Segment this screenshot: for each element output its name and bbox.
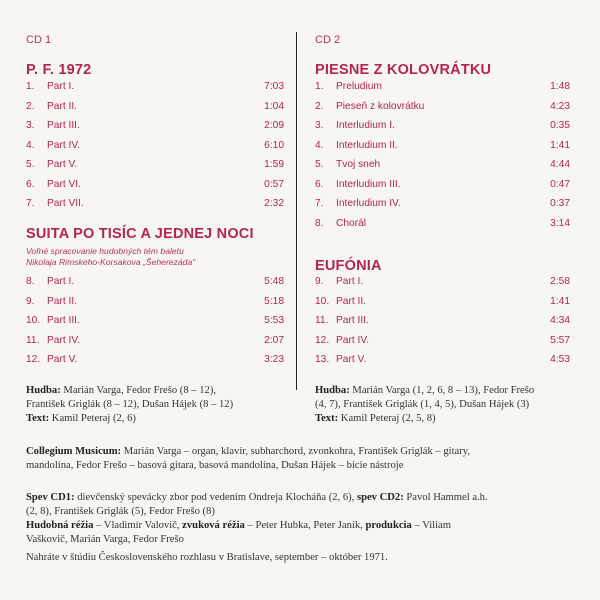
spev1-value: dievčenský spevácky zbor pod vedením Ondreja Klocháňa (2, 6), — [74, 492, 357, 503]
track-row — [315, 218, 570, 232]
cd2-text-credit — [315, 412, 436, 426]
track-title: Interludium IV. — [336, 198, 401, 209]
track-duration: 2:32 — [264, 198, 284, 209]
track-title: Interludium II. — [336, 139, 398, 151]
track-number: 2. — [26, 100, 35, 112]
track-title: Part I. — [47, 276, 75, 287]
cd1-label: CD 1 — [26, 34, 52, 46]
spev2-value: Pavol Hammel a.h. — [403, 492, 488, 503]
track-number: 9. — [26, 295, 35, 307]
track-number: 2. — [315, 100, 324, 112]
zvuk-value: – Peter Hubka, Peter Janík, — [244, 520, 366, 531]
track-duration: 2:07 — [264, 334, 284, 346]
cd1-text-value: Kamil Peteraj (2, 6) — [49, 413, 136, 424]
track-row — [26, 101, 284, 115]
track-duration: 2:09 — [264, 120, 284, 131]
track-duration: 1:48 — [550, 81, 570, 92]
track-duration: 1:59 — [264, 159, 284, 170]
track-row — [315, 179, 570, 193]
track-duration: 3:23 — [264, 354, 284, 365]
track-duration: 5:48 — [264, 276, 284, 287]
produkcia-label: produkcia — [365, 520, 412, 531]
track-title: Chorál — [336, 217, 367, 229]
collegium-label: Collegium Musicum: — [26, 446, 122, 457]
track-title: Part I. — [47, 81, 75, 92]
track-duration: 0:37 — [550, 198, 570, 209]
track-number: 3. — [26, 120, 35, 131]
track-duration: 0:35 — [550, 120, 570, 131]
track-duration: 6:10 — [264, 139, 284, 151]
track-title: Part III. — [47, 120, 80, 131]
cd1-hudba-line1: Marián Varga, Fedor Frešo (8 – 12), — [60, 385, 216, 396]
track-row — [26, 354, 284, 368]
track-number: 1. — [315, 81, 324, 92]
cd1-album2-subtitle-line1: Voľné spracovanie hudobných tém baletu — [26, 246, 184, 256]
track-number: 10. — [315, 295, 330, 307]
rezia-line2: Vaškovič, Marián Varga, Fedor Frešo — [26, 534, 184, 545]
track-number: 9. — [315, 276, 324, 287]
track-row — [315, 315, 570, 329]
track-row — [315, 335, 570, 349]
track-title: Part I. — [336, 276, 364, 287]
track-number: 8. — [26, 276, 35, 287]
recording-note: Nahráte v štúdiu Československého rozhlasu v Bratislave, september – október 1971. — [26, 552, 388, 563]
track-title: Interludium III. — [336, 178, 401, 190]
cd2-text-label: Text: — [315, 413, 339, 424]
track-duration: 5:57 — [550, 334, 570, 346]
track-title: Part VI. — [47, 178, 81, 190]
cd1-hudba-label: Hudba: — [26, 385, 61, 396]
cd2-hudba-line1: Marián Varga (1, 2, 6, 8 – 13), Fedor Frešo — [349, 385, 535, 396]
track-number: 11. — [315, 315, 329, 326]
track-number: 7. — [315, 198, 324, 209]
track-duration: 7:03 — [264, 81, 284, 92]
collegium-credit — [26, 445, 470, 459]
track-number: 4. — [26, 139, 35, 151]
rezia-credit — [26, 519, 451, 533]
cd2-album1-title: PIESNE Z KOLOVRÁTKU — [315, 62, 492, 78]
track-duration: 3:14 — [550, 217, 570, 229]
column-divider — [296, 32, 297, 390]
track-number: 8. — [315, 217, 324, 229]
collegium-line1: Marián Varga – organ, klavír, subharchord, zvonkohra, František Griglák – gitary, — [121, 446, 471, 457]
track-duration: 0:57 — [264, 178, 284, 190]
track-title: Part III. — [336, 315, 369, 326]
track-title: Tvoj sneh — [336, 159, 381, 170]
track-duration: 5:53 — [264, 315, 284, 326]
track-row — [315, 101, 570, 115]
track-row — [26, 296, 284, 310]
track-duration: 4:23 — [550, 100, 570, 112]
track-row — [26, 315, 284, 329]
track-row — [26, 179, 284, 193]
track-duration: 1:41 — [550, 295, 570, 307]
track-duration: 1:41 — [550, 139, 570, 151]
track-number: 5. — [315, 159, 324, 170]
cd2-hudba-line2: (4, 7), František Griglák (1, 4, 5), Dušan Hájek (3) — [315, 399, 530, 410]
cd1-text-label: Text: — [26, 413, 50, 424]
track-row — [26, 140, 284, 154]
track-duration: 2:58 — [550, 276, 570, 287]
cd1-album2-title: SUITA PO TISÍC A JEDNEJ NOCI — [26, 226, 254, 242]
track-duration: 4:53 — [550, 354, 570, 365]
spev1-label: Spev CD1: — [26, 492, 75, 503]
track-number: 12. — [26, 354, 41, 365]
cd1-hudba-line2: František Griglák (8 – 12), Dušan Hájek (8 – 12) — [26, 399, 234, 410]
track-title: Interludium I. — [336, 120, 395, 131]
track-row — [315, 140, 570, 154]
track-title: Part IV. — [336, 334, 370, 346]
track-row — [315, 159, 570, 173]
cd1-album1-title: P. F. 1972 — [26, 62, 92, 78]
track-number: 7. — [26, 198, 35, 209]
track-title: Part IV. — [47, 139, 81, 151]
track-row — [315, 354, 570, 368]
track-duration: 4:44 — [550, 159, 570, 170]
track-duration: 4:34 — [550, 315, 570, 326]
cd2-hudba-credit — [315, 384, 534, 398]
cd1-album2-subtitle-line2: Nikolaja Rimskeho-Korsakova „Šeherezáda" — [26, 257, 196, 267]
track-row — [26, 198, 284, 212]
track-row — [315, 120, 570, 134]
spev-line2: (2, 8), František Griglák (5), Fedor Frešo (8) — [26, 506, 215, 517]
track-row — [315, 198, 570, 212]
track-title: Part III. — [47, 315, 80, 326]
track-number: 10. — [26, 315, 41, 326]
track-row — [315, 296, 570, 310]
track-number: 1. — [26, 81, 35, 92]
track-number: 6. — [26, 178, 35, 190]
spev2-label: spev CD2: — [356, 492, 404, 503]
track-title: Part V. — [47, 159, 78, 170]
track-number: 11. — [26, 334, 40, 346]
track-row — [315, 276, 570, 290]
track-duration: 5:18 — [264, 295, 284, 307]
track-title: Part VII. — [47, 198, 84, 209]
collegium-line2: mandolína, Fedor Frešo – basová gitara, basová mandolína, Dušan Hájek – bicie nástroje — [26, 460, 404, 471]
track-title: Part V. — [47, 354, 78, 365]
track-number: 6. — [315, 178, 324, 190]
track-row — [26, 159, 284, 173]
track-title: Part II. — [47, 100, 78, 112]
track-title: Part II. — [47, 295, 78, 307]
track-title: Part IV. — [47, 334, 81, 346]
cd1-hudba-credit — [26, 384, 216, 398]
cd2-label: CD 2 — [315, 34, 341, 46]
track-duration: 0:47 — [550, 178, 570, 190]
cd2-text-value: Kamil Peteraj (2, 5, 8) — [338, 413, 436, 424]
spev-credit — [26, 491, 488, 505]
track-title: Part V. — [336, 354, 367, 365]
cd2-album2-title: EUFÓNIA — [315, 258, 382, 274]
track-number: 12. — [315, 334, 330, 346]
track-row — [26, 276, 284, 290]
track-title: Part II. — [336, 295, 367, 307]
track-row — [26, 81, 284, 95]
track-row — [315, 81, 570, 95]
produkcia-value: – Viliam — [411, 520, 451, 531]
track-number: 13. — [315, 354, 330, 365]
track-row — [26, 335, 284, 349]
cd2-hudba-label: Hudba: — [315, 385, 350, 396]
track-number: 3. — [315, 120, 324, 131]
track-title: Pieseň z kolovrátku — [336, 100, 425, 112]
rezia-value: – Vladimír Valovič, — [93, 520, 183, 531]
track-number: 5. — [26, 159, 35, 170]
cd1-text-credit — [26, 412, 136, 426]
track-row — [26, 120, 284, 134]
zvuk-label: zvuková réžia — [182, 520, 245, 531]
track-number: 4. — [315, 139, 324, 151]
rezia-label: Hudobná réžia — [26, 520, 94, 531]
track-duration: 1:04 — [264, 100, 284, 112]
track-title: Preludium — [336, 81, 382, 92]
